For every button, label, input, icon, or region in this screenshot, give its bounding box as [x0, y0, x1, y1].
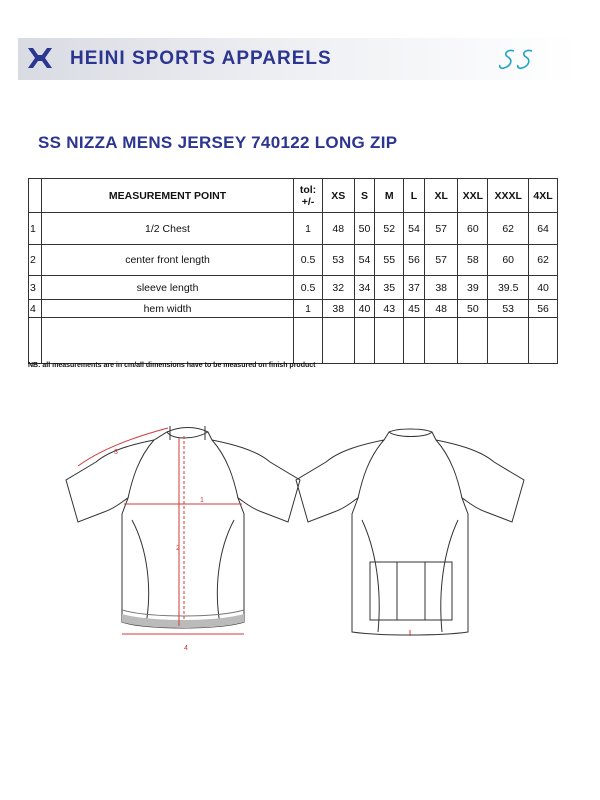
size-value: 57	[424, 213, 458, 245]
empty-cell	[41, 318, 293, 364]
size-value: 55	[375, 245, 404, 276]
size-value: 38	[424, 276, 458, 300]
size-value: 40	[354, 300, 375, 318]
tolerance-label: tol:	[299, 183, 317, 196]
measure-line-sleeve	[78, 428, 168, 466]
marker-1: 1	[200, 497, 204, 504]
size-value: 35	[375, 276, 404, 300]
empty-cell	[488, 318, 529, 364]
header-size-xxxl: XXXL	[488, 179, 529, 213]
header-size-s: S	[354, 179, 375, 213]
size-value: 60	[458, 213, 488, 245]
size-value: 39.5	[488, 276, 529, 300]
size-value: 39	[458, 276, 488, 300]
row-number: 3	[29, 276, 42, 300]
marker-4: 4	[184, 645, 188, 652]
marker-2: 2	[176, 545, 180, 552]
jersey-technical-sketch	[0, 410, 600, 670]
size-value: 54	[404, 213, 425, 245]
size-value: 52	[375, 213, 404, 245]
empty-cell	[424, 318, 458, 364]
size-value: 56	[404, 245, 425, 276]
size-value: 38	[322, 300, 354, 318]
marker-3: 3	[114, 449, 118, 456]
empty-cell	[375, 318, 404, 364]
table-row-empty	[29, 318, 558, 364]
table-row	[29, 300, 558, 318]
header-size-xxl: XXL	[458, 179, 488, 213]
heini-h-logo-icon	[26, 46, 54, 70]
size-value: 62	[529, 245, 558, 276]
size-value: 56	[529, 300, 558, 318]
empty-cell	[354, 318, 375, 364]
empty-cell	[322, 318, 354, 364]
measurement-point: center front length	[41, 245, 293, 276]
measurement-point: 1/2 Chest	[41, 213, 293, 245]
row-number: 1	[29, 213, 42, 245]
size-value: 37	[404, 276, 425, 300]
measurement-note: NB: all measurements are in cm/all dimensions have to be measured on finish product	[28, 362, 316, 369]
size-value: 48	[322, 213, 354, 245]
size-value: 62	[488, 213, 529, 245]
table-row	[29, 245, 558, 276]
empty-cell	[458, 318, 488, 364]
document-title: SS NIZZA MENS JERSEY 740122 LONG ZIP	[38, 133, 398, 152]
empty-cell	[404, 318, 425, 364]
size-value: 53	[322, 245, 354, 276]
row-number: 2	[29, 245, 42, 276]
size-value: 40	[529, 276, 558, 300]
size-value: 32	[322, 276, 354, 300]
table-header-row	[29, 179, 558, 213]
jersey-front-view	[66, 426, 300, 628]
header-size-xl: XL	[424, 179, 458, 213]
header-size-4xl: 4XL	[529, 179, 558, 213]
ss-monogram-icon	[498, 46, 542, 74]
header-number-cell	[29, 179, 42, 213]
header-size-xs: XS	[322, 179, 354, 213]
table-row	[29, 276, 558, 300]
tolerance-value: 0.5	[294, 276, 323, 300]
brand-name: HEINI SPORTS APPARELS	[70, 48, 332, 69]
size-value: 45	[404, 300, 425, 318]
empty-cell	[29, 318, 42, 364]
header-measurement-point: MEASUREMENT POINT	[41, 179, 293, 213]
header-size-l: L	[404, 179, 425, 213]
jersey-back-view	[296, 429, 524, 635]
empty-cell	[294, 318, 323, 364]
size-value: 34	[354, 276, 375, 300]
size-value: 58	[458, 245, 488, 276]
table-row	[29, 213, 558, 245]
header-tolerance	[294, 179, 323, 213]
size-value: 50	[354, 213, 375, 245]
size-value: 64	[529, 213, 558, 245]
measurement-point: sleeve length	[41, 276, 293, 300]
size-value: 57	[424, 245, 458, 276]
empty-cell	[529, 318, 558, 364]
size-value: 54	[354, 245, 375, 276]
header-size-m: M	[375, 179, 404, 213]
tolerance-value: 1	[294, 213, 323, 245]
tolerance-sign: +/-	[301, 195, 315, 208]
size-value: 60	[488, 245, 529, 276]
size-value: 50	[458, 300, 488, 318]
tolerance-value: 0.5	[294, 245, 323, 276]
row-number: 4	[29, 300, 42, 318]
size-value: 43	[375, 300, 404, 318]
measurement-point: hem width	[41, 300, 293, 318]
size-value: 53	[488, 300, 529, 318]
measurement-table	[28, 178, 558, 364]
size-value: 48	[424, 300, 458, 318]
tolerance-value: 1	[294, 300, 323, 318]
